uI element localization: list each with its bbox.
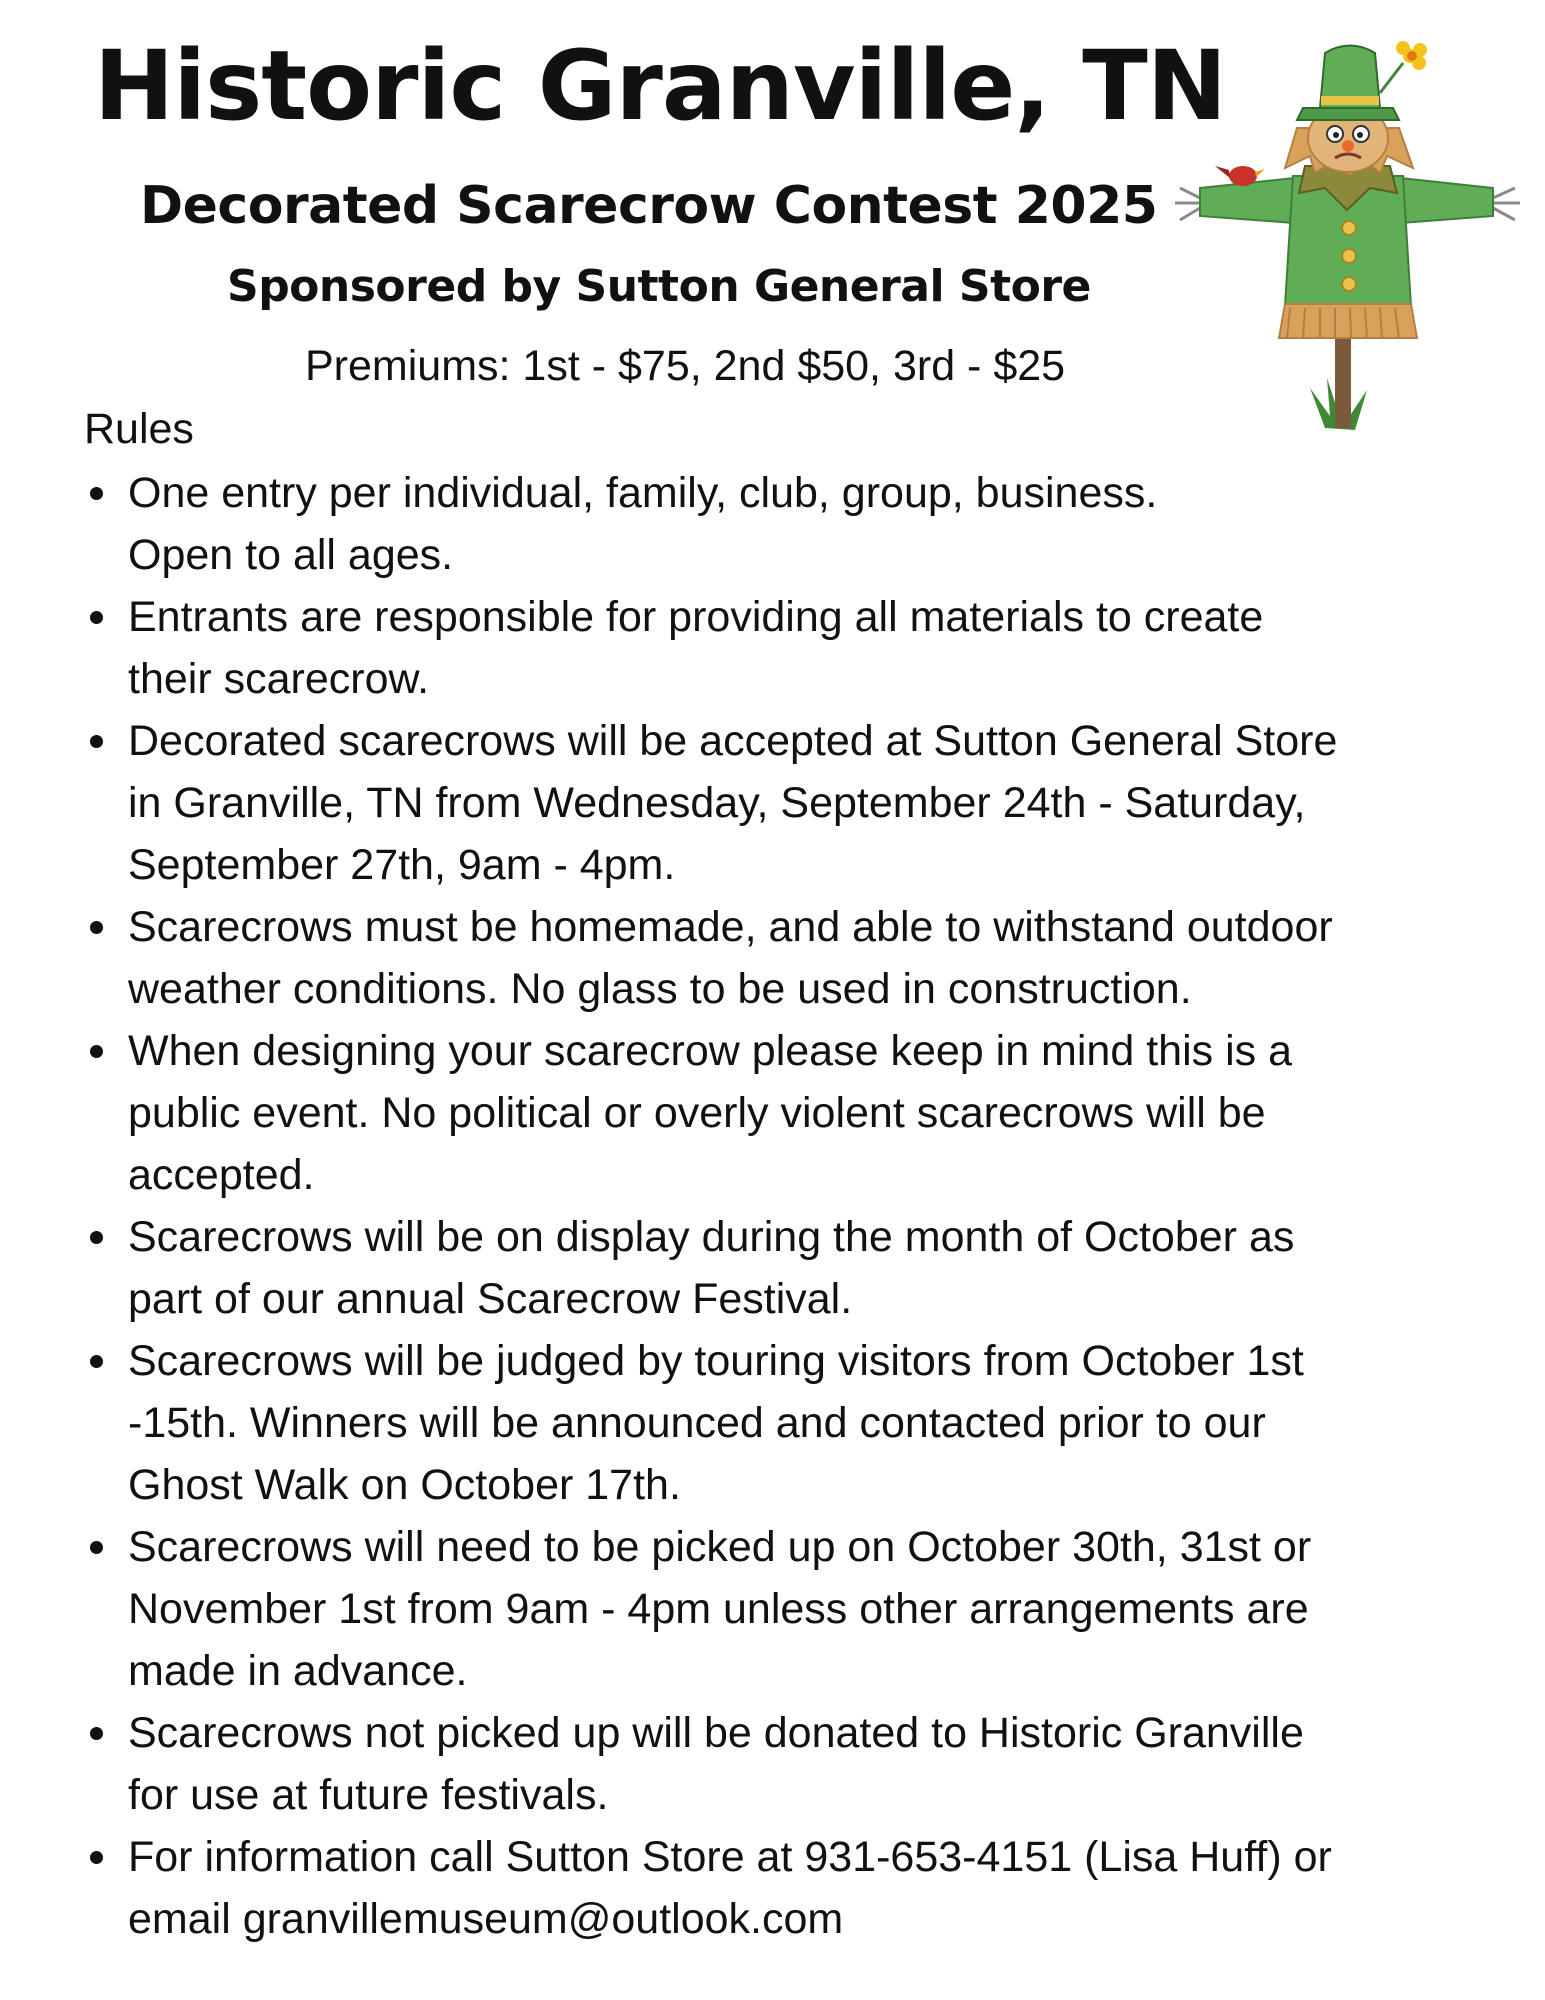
rule-text: Scarecrows must be homemade, and able to withstand outdoor weather conditions. No glass to be used in construction. [128, 903, 1333, 1013]
rule-text: Scarecrows will need to be picked up on October 30th, 31st or November 1st from 9am - 4pm unless other arrangements are made in advance. [128, 1523, 1312, 1695]
rule-item-display [84, 1206, 1524, 1330]
bullet-icon [90, 1851, 103, 1864]
bullet-icon [90, 1355, 103, 1368]
rule-item-contact [84, 1826, 1524, 1950]
coat-buttons [1342, 221, 1356, 291]
bullet-icon [90, 1727, 103, 1740]
bullet-icon [90, 611, 103, 624]
scarecrow-illustration [1175, 38, 1520, 438]
rule-text: For information call Sutton Store at 931-653-4151 (Lisa Huff) or email granvillemuseum@outlook.com [128, 1833, 1332, 1943]
contest-subtitle: Decorated Scarecrow Contest 2025 [140, 176, 1158, 236]
rule-item-drop-off [84, 710, 1524, 896]
sponsor-line: Sponsored by Sutton General Store [227, 261, 1091, 312]
bullet-icon [90, 735, 103, 748]
hat-brim [1297, 108, 1399, 120]
rules-list [84, 462, 1524, 1950]
rule-text: Decorated scarecrows will be accepted at Sutton General Store in Granville, TN from Wednesday, September 24th - Saturday, September 27th, 9am - 4pm. [128, 717, 1338, 889]
bullet-icon [90, 487, 103, 500]
rule-item-public-event [84, 1020, 1524, 1206]
rule-item-donation [84, 1702, 1524, 1826]
rule-text: Scarecrows will be on display during the month of October as part of our annual Scarecrow Festival. [128, 1213, 1295, 1323]
rule-text: Entrants are responsible for providing all materials to create their scarecrow. [128, 593, 1264, 703]
rule-text: Scarecrows not picked up will be donated to Historic Granville for use at future festivals. [128, 1709, 1304, 1819]
premiums-line: Premiums: 1st - $75, 2nd $50, 3rd - $25 [305, 342, 1066, 390]
rule-item-pickup [84, 1516, 1524, 1702]
rule-text: One entry per individual, family, club, group, business. Open to all ages. [128, 469, 1158, 579]
flower-icon [1380, 41, 1427, 93]
rules-heading: Rules [84, 405, 194, 453]
bullet-icon [90, 921, 103, 934]
bullet-icon [90, 1231, 103, 1244]
rule-item-judging [84, 1330, 1524, 1516]
rule-item-homemade [84, 896, 1524, 1020]
rule-text: When designing your scarecrow please keep in mind this is a public event. No political or overly violent scarecrows will be accepted. [128, 1027, 1292, 1199]
rule-item-entry-limit [84, 462, 1524, 586]
page-title: Historic Granville, TN [93, 30, 1227, 142]
bullet-icon [90, 1541, 103, 1554]
bullet-icon [90, 1045, 103, 1058]
rule-text: Scarecrows will be judged by touring visitors from October 1st -15th. Winners will be announced and contacted prior to our Ghost Walk on October 17th. [128, 1337, 1304, 1509]
rule-item-materials [84, 586, 1524, 710]
right-sleeve [1400, 178, 1493, 223]
